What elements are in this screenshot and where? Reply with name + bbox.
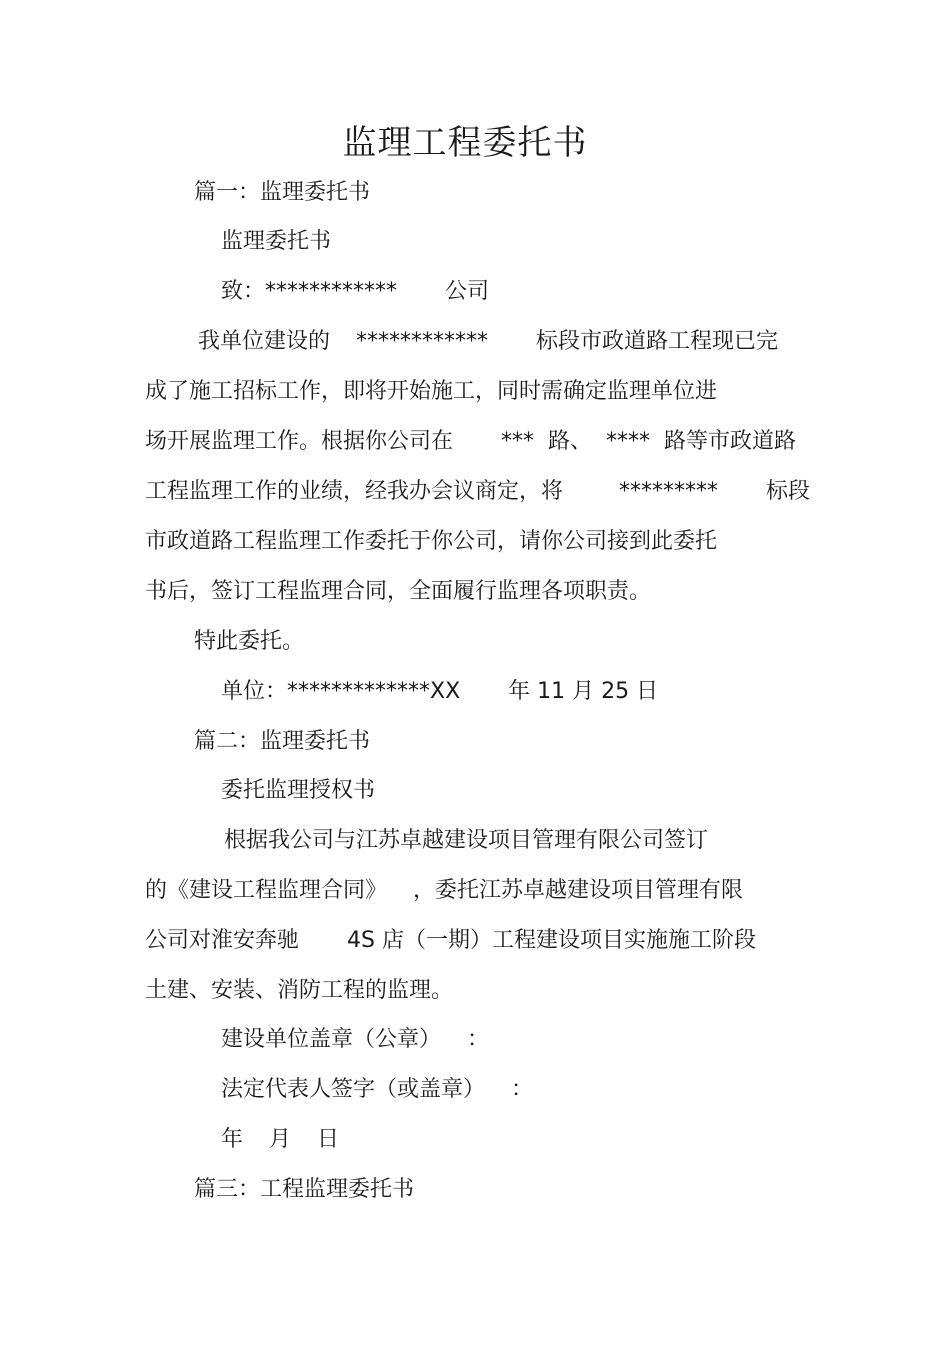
p1-l4-b: 标段 (766, 479, 811, 504)
part3-heading: 篇三：工程监理委托书 (194, 1177, 415, 1202)
part2-heading: 篇二：监理委托书 (194, 729, 371, 754)
p1-l4-mask: ********* (619, 479, 719, 504)
p1-l1-b: 标段市政道路工程现已完 (536, 329, 779, 354)
seal-label: 建设单位盖章（公章） (221, 1027, 442, 1052)
part1-unit-line (221, 677, 658, 707)
p1-l3-mask2: **** (606, 429, 651, 454)
blank-date-line (221, 1125, 339, 1155)
unit-date: 年 11 月 25 日 (508, 679, 659, 704)
p2-l3-a: 公司对淮安奔驰 (145, 928, 300, 953)
part2-paragraph-line-3 (145, 926, 756, 956)
document-title: 监理工程委托书 (342, 123, 588, 163)
signature-line (221, 1075, 533, 1105)
p1-l3-c: 路等市政道路 (664, 429, 797, 454)
part1-paragraph-line-5: 市政道路工程监理工作委托于你公司，请你公司接到此委托 (145, 529, 718, 554)
seal-colon: ： (467, 1027, 490, 1052)
date-year: 年 (221, 1127, 244, 1152)
part2-paragraph-line-4: 土建、安装、消防工程的监理。 (145, 978, 454, 1003)
p1-l4-a: 工程监理工作的业绩，经我办会议商定，将 (145, 479, 564, 504)
part1-recipient-line (221, 277, 489, 307)
unit-label: 单位： (221, 679, 288, 704)
p1-l1-a: 我单位建设的 (198, 329, 331, 354)
part1-subtitle: 监理委托书 (221, 229, 332, 254)
p2-l2-b: ，委托江苏卓越建设项目管理有限 (413, 878, 744, 903)
p1-l1-mask: ************ (356, 329, 489, 354)
p1-l3-mask1: *** (501, 429, 535, 454)
part1-paragraph-line-3 (145, 427, 796, 457)
part1-closing: 特此委托。 (194, 629, 305, 654)
p2-l2-a: 的《建设工程监理合同》 (145, 878, 388, 903)
p1-l3-a: 场开展监理工作。根据你公司在 (145, 429, 454, 454)
part1-heading: 篇一：监理委托书 (194, 180, 371, 205)
part1-paragraph-line-1 (198, 327, 778, 357)
recipient-prefix: 致： (221, 279, 266, 304)
date-day: 日 (317, 1127, 340, 1152)
p2-l3-b: 4S 店（一期）工程建设项目实施施工阶段 (347, 928, 756, 953)
date-month: 月 (269, 1127, 292, 1152)
seal-line (221, 1025, 489, 1055)
part2-subtitle: 委托监理授权书 (221, 778, 376, 803)
part2-paragraph-line-2 (145, 876, 743, 906)
unit-mask: *************XX (287, 679, 461, 704)
recipient-mask: ************ (265, 279, 398, 304)
p1-l3-b: 路、 (548, 429, 593, 454)
part1-paragraph-line-2: 成了施工招标工作，即将开始施工，同时需确定监理单位进 (145, 379, 718, 404)
signature-colon: ： (511, 1077, 534, 1102)
part1-paragraph-line-4 (145, 477, 810, 507)
part1-paragraph-line-6: 书后，签订工程监理合同，全面履行监理各项职责。 (145, 579, 652, 604)
recipient-suffix: 公司 (445, 279, 490, 304)
part2-paragraph-line-1: 根据我公司与江苏卓越建设项目管理有限公司签订 (224, 828, 709, 853)
signature-label: 法定代表人签字（或盖章） (221, 1077, 486, 1102)
